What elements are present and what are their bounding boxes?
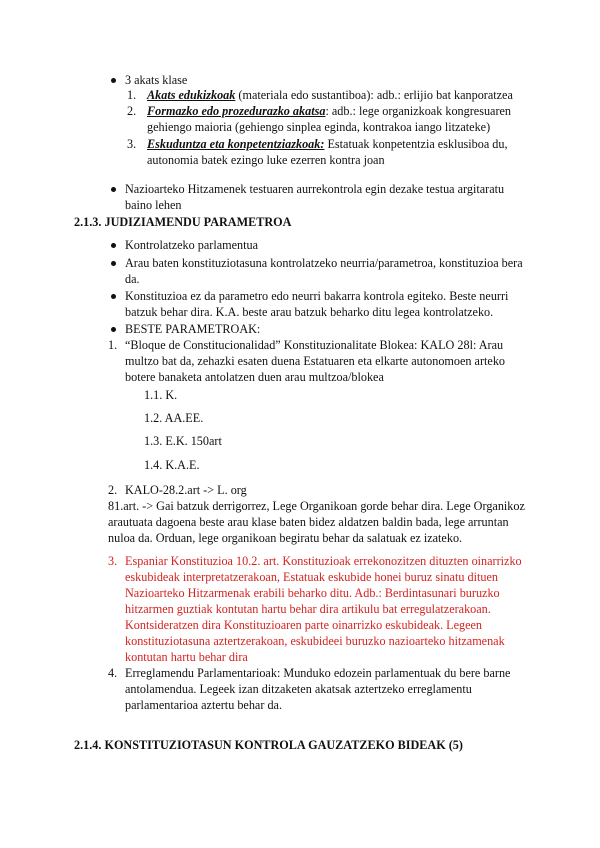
item-text: (materiala edo sustantiboa): adb.: erlijio bat kanporatzea xyxy=(235,88,513,102)
paragraph: baino lehen xyxy=(125,198,182,212)
bullet-icon xyxy=(111,243,116,248)
bullet-icon xyxy=(111,187,116,192)
sub-item: 1.3. E.K. 150art xyxy=(144,434,222,448)
list-text: KALO-28.2.art -> L. org xyxy=(125,483,247,497)
bullet-icon xyxy=(111,78,116,83)
red-text: Espaniar Konstituzioa 10.2. art. Konstituzioak errekonozitzen dituzten oinarrizko xyxy=(125,554,522,568)
red-text: kontutan hartu behar dira xyxy=(125,650,248,664)
bullet-icon xyxy=(111,327,116,332)
red-text: hitzarmen guztiak kontutan hartu behar dira artikulu bat erregulatzerakoan. xyxy=(125,602,491,616)
list-number: 1. xyxy=(108,338,118,352)
term: Akats edukizkoak xyxy=(147,88,236,102)
list-number: 2. xyxy=(108,483,118,497)
sub-item: 1.4. K.A.E. xyxy=(144,458,200,472)
red-text: eskubideak interpretatzerakoan, Estatuak eskubide honei buruz sinatu dituen xyxy=(125,570,498,584)
item-text: Estatuak konpetentzia esklusiboa du, xyxy=(324,137,508,151)
bullet-icon xyxy=(111,294,116,299)
term: Formazko edo prozedurazko akatsa xyxy=(147,104,326,118)
list-text: botere banaketa antolatzen duen arau multzoa/blokea xyxy=(125,370,384,384)
paragraph: 81.art. -> Gai batzuk derrigorrez, Lege Organikoan gorde behar dira. Lege Organikoz xyxy=(108,499,525,513)
list-number: 1. xyxy=(127,88,137,102)
bullet-text: Konstituzioa ez da parametro edo neurri bakarra kontrola egiteko. Beste neurri xyxy=(125,289,509,303)
paragraph: arautuata dagoena beste arau klase baten bidez aldatzen baldin bada, lege arruntan xyxy=(108,515,509,529)
list-text: antolamendua. Legeek izan ditzaketen akatsak aztertzeko erreglamentu xyxy=(125,682,472,696)
item-text: : adb.: lege organizkoak kongresuaren xyxy=(325,104,512,118)
item-text: gehiengo maioria (gehiengo sinplea eginda, kontrakoa iango litzateke) xyxy=(147,120,491,134)
list-item xyxy=(147,104,511,118)
section-heading: 2.1.3. JUDIZIAMENDU PARAMETROA xyxy=(74,215,292,229)
list-text: multzo bat da, zehazki esaten duena Estatuaren eta elkarte autonomoen arteko xyxy=(125,354,506,368)
list-text: Erreglamendu Parlamentarioak: Munduko edozein parlamentuak du bere barne xyxy=(125,666,511,680)
bullet-icon xyxy=(111,261,116,266)
list-number: 2. xyxy=(127,104,137,118)
paragraph: Nazioarteko Hitzamenek testuaren aurrekontrola egin dezake testua argitaratu xyxy=(125,182,505,196)
red-text: konstituziotasuna aztertzerakoan, eskubideei buruzko nazioarteko hitzamenak xyxy=(125,634,505,648)
list-number: 3. xyxy=(127,137,137,151)
section-heading: 2.1.4. KONSTITUZIOTASUN KONTROLA GAUZATZEKO BIDEAK (5) xyxy=(74,738,463,752)
list-number: 3. xyxy=(108,554,118,568)
list-item xyxy=(147,88,513,102)
bullet-text: da. xyxy=(125,272,140,286)
bullet-text: BESTE PARAMETROAK: xyxy=(125,322,261,336)
list-number: 4. xyxy=(108,666,118,680)
item-text: autonomia batek ezingo luke ezerren kontra joan xyxy=(147,153,385,167)
bullet-text: batzuk behar dira. K.A. beste arau batzuk beharko ditu legea kontrolatzeko. xyxy=(125,305,494,319)
list-text: parlamentarioa aztertu behar da. xyxy=(125,698,282,712)
list-item xyxy=(147,137,508,151)
sub-item: 1.1. K. xyxy=(144,388,178,402)
term: Eskuduntza eta konpetentziazkoak: xyxy=(147,137,325,151)
paragraph: nuloa da. Orduan, lege organikoan begiratu behar da salatuak ez izateko. xyxy=(108,531,463,545)
red-text: Kontsideratzen dira Konstituzioaren parte oinarrizko eskubideak. Legeen xyxy=(125,618,483,632)
red-text: Nazioarteko Hitzarmenak erabili beharko ditu. Adb.: Berdintasunari buruzko xyxy=(125,586,500,600)
list-text: “Bloque de Constitucionalidad” Konstituzionalitate Blokea: KALO 28l: Arau xyxy=(125,338,504,352)
sub-item: 1.2. AA.EE. xyxy=(144,411,204,425)
list-intro: 3 akats klase xyxy=(125,73,188,87)
bullet-text: Kontrolatzeko parlamentua xyxy=(125,238,258,252)
bullet-text: Arau baten konstituziotasuna kontrolatzeko neurria/parametroa, konstituzioa bera xyxy=(125,256,523,270)
